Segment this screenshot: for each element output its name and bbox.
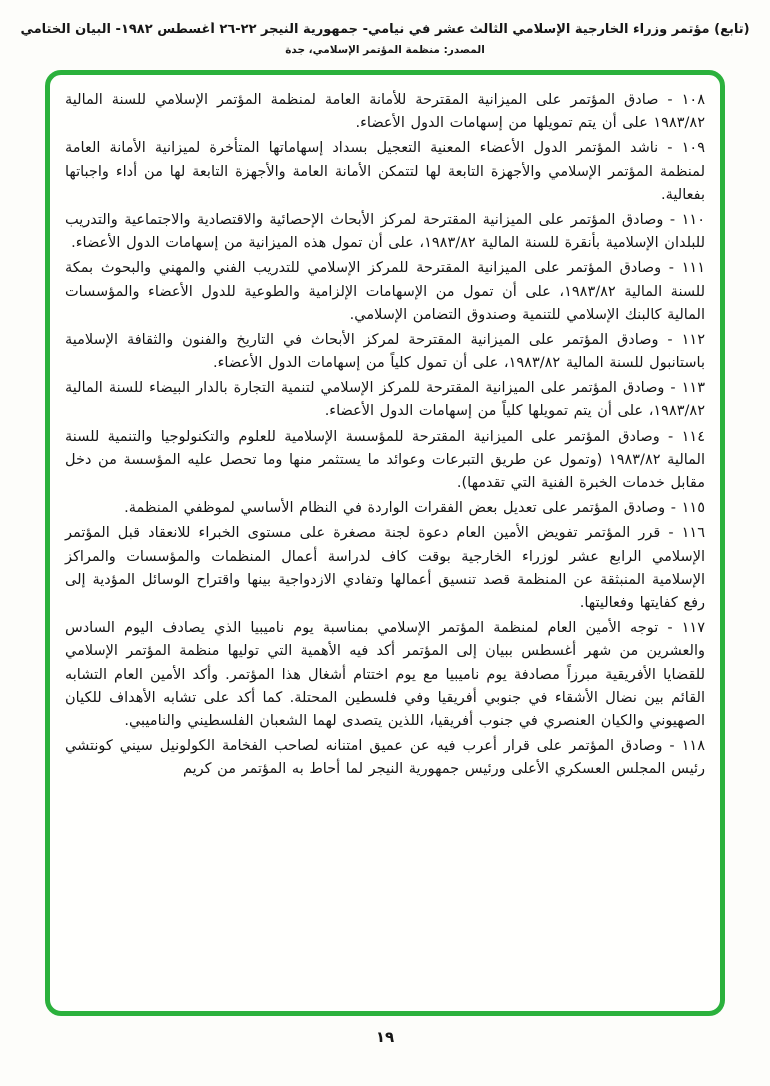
resolution-paragraph-114: ١١٤ - وصادق المؤتمر على الميزانية المقترحة للمؤسسة الإسلامية للعلوم والتكنولوجيا والتنمية للسنة المالية ١٩٨٣/٨٢ (وتمول عن طريق التبرعات وعوائد ما يستثمر منها وما تحصل عليه المؤسسة من دخل مقابل خدمات الخبرة الفنية التي تقدمها).: [65, 428, 705, 491]
resolution-paragraph-108: ١٠٨ - صادق المؤتمر على الميزانية المقترحة للأمانة العامة لمنظمة المؤتمر الإسلامي للسنة المالية ١٩٨٣/٨٢ على أن يتم تمويلها من إسهامات الدول الأعضاء.: [65, 92, 705, 132]
resolution-paragraph-118: ١١٨ - وصادق المؤتمر على قرار أعرب فيه عن عميق امتنانه لصاحب الفخامة الكولونيل سيني كونتشي رئيس المجلس العسكري الأعلى ورئيس جمهورية النيجر لما أحاط به المؤتمر من كريم: [65, 738, 705, 778]
resolution-paragraph-112: ١١٢ - وصادق المؤتمر على الميزانية المقترحة لمركز الأبحاث في التاريخ والفنون والثقافة الإسلامية باستانبول للسنة المالية ١٩٨٣/٨٢، على أن تمول كلياً من إسهامات الدول الأعضاء.: [65, 331, 705, 372]
resolution-paragraph-115: ١١٥ - وصادق المؤتمر على تعديل بعض الفقرات الواردة في النظام الأساسي لموظفي المنظمة.: [124, 500, 705, 517]
resolution-paragraph-113: ١١٣ - وصادق المؤتمر على الميزانية المقترحة للمركز الإسلامي لتنمية التجارة بالدار البيضاء للسنة المالية ١٩٨٣/٨٢، على أن يتم تمويلها كلياً من إسهامات الدول الأعضاء.: [65, 380, 705, 420]
resolution-paragraph-116: ١١٦ - قرر المؤتمر تفويض الأمين العام دعوة لجنة مصغرة على مستوى الخبراء للانعقاد قبل المؤتمر الإسلامي الرابع عشر لوزراء الخارجية بوقت كاف لدراسة أعمال المنظمات والمؤسسات والمراكز الإسلامية المنبثقة عن المنظمة قصد تنسيق أعمالها وتفادي الازدواجية بينها واقتراح الوسائل المؤدية إلى رفع كفايتها وفعاليتها.: [65, 525, 705, 611]
document-header: [0, 22, 770, 56]
content-frame: [45, 70, 725, 1016]
header-source-line: المصدر: منظمة المؤتمر الإسلامي، جدة: [285, 44, 485, 56]
resolution-paragraph-110: ١١٠ - وصادق المؤتمر على الميزانية المقترحة لمركز الأبحاث الإحصائية والاقتصادية والاجتماعية والتدريب للبلدان الإسلامية بأنقرة للسنة المالية ١٩٨٣/٨٢، على أن تمول هذه الميزانية من إسهامات الدول الأعضاء.: [65, 211, 705, 252]
resolution-paragraph-117: ١١٧ - توجه الأمين العام لمنظمة المؤتمر الإسلامي بمناسبة يوم ناميبيا الذي يصادف اليوم السادس والعشرين من شهر أغسطس ببيان إلى المؤتمر أكد فيه الأهمية التي توليها منظمة المؤتمر الإسلامي للقضايا الأفريقية مبرزاً مصادفة يوم ناميبيا مع يوم اختتام أشغال هذا المؤتمر. وأكد الأمين العام التشابه القائم بين نضال الأشقاء في جنوبي أفريقيا وفي فلسطين المحتلة. كما أكد على تشابه الأهداف للكيان الصهيوني والكيان العنصري في جنوب أفريقيا، اللذين يتصدى لهما الشعبان الفلسطيني والناميبي.: [65, 620, 705, 729]
page-number: ١٩: [375, 1028, 395, 1046]
resolution-paragraph-111: ١١١ - وصادق المؤتمر على الميزانية المقترحة للمركز الإسلامي للتدريب الفني والمهني والبحوث بمكة للسنة المالية ١٩٨٣/٨٢، على أن تمول من الإسهامات الإلزامية والطوعية للدول الأعضاء والمؤسسات المالية كالبنك الإسلامي للتنمية وصندوق التضامن الإسلامي.: [65, 260, 705, 323]
resolution-paragraph-109: ١٠٩ - ناشد المؤتمر الدول الأعضاء المعنية التعجيل بسداد إسهاماتها المتأخرة لميزانية الأمانة العامة لمنظمة المؤتمر الإسلامي والأجهزة التابعة لها لتتمكن الأمانة العامة والأجهزة التابعة لها من أداء واجباتها بفعالية.: [65, 140, 705, 203]
header-title: (تابع) مؤتمر وزراء الخارجية الإسلامي الثالث عشر في نيامي- جمهورية النيجر ٢٢-٢٦ أغسطس ١٩٨٢- البيان الختامي: [20, 22, 750, 37]
